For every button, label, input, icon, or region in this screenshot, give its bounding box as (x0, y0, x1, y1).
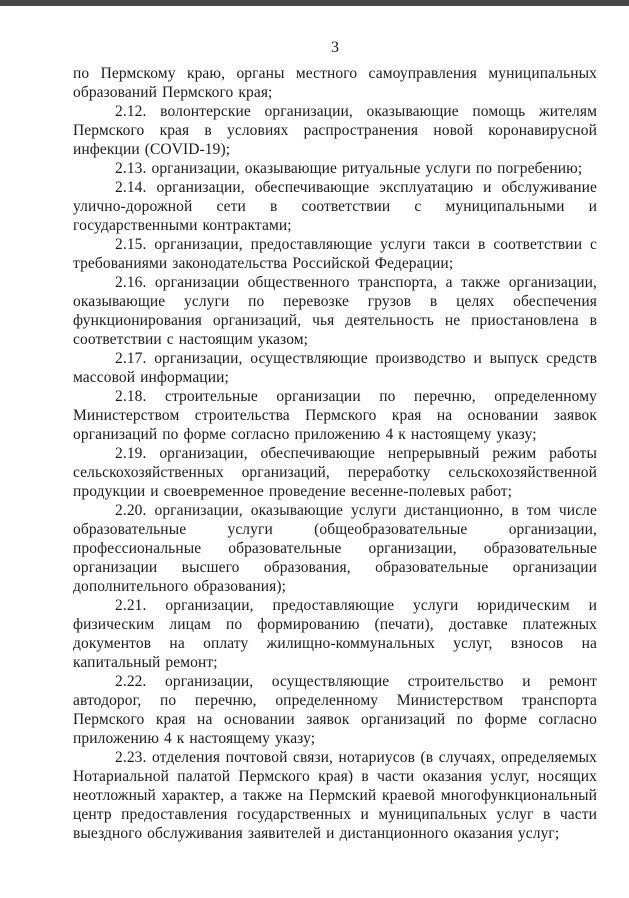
paragraph-2-23: 2.23. отделения почтовой связи, нотариусов (в случаях, определяемых Нотариальной палатой Пермского края) в части оказания услуг, носящих неотложный характер, а также на Пермский краевой многофункциональный центр предоставления государственных и муниципальных услуг в части выездного обслуживания заявителей и дистанционного оказания услуг; (73, 749, 597, 842)
paragraph-2-12: 2.12. волонтерские организации, оказывающие помощь жителям Пермского края в условиях распространения новой коронавирусной инфекции (COVID-19); (73, 103, 597, 158)
paragraph-2-16: 2.16. организации общественного транспорта, а также организации, оказывающие услуги по перевозке грузов в целях обеспечения функционирования организаций, чья деятельность не приостановлена в соответствии с настоящим указом; (73, 274, 597, 348)
paragraph-2-13: 2.13. организации, оказывающие ритуальные услуги по погребению; (115, 160, 583, 177)
paragraph-2-21: 2.21. организации, предоставляющие услуги юридическим и физическим лицам по формированию (печати), доставке платежных документов на оплату жилищно-коммунальных услуг, взносов на капитальный ремонт; (73, 597, 597, 671)
document-page (0, 6, 629, 898)
page-number: 3 (331, 39, 339, 56)
paragraph-2-19: 2.19. организации, обеспечивающие непрерывный режим работы сельскохозяйственных организаций, переработку сельскохозяйственной продукции и своевременное проведение весенне-полевых работ; (73, 445, 597, 500)
paragraph-2-17: 2.17. организации, осуществляющие производство и выпуск средств массовой информации; (73, 350, 597, 386)
paragraph-2-14: 2.14. организации, обеспечивающие эксплуатацию и обслуживание улично-дорожной сети в соответствии с муниципальными и государственными контрактами; (73, 179, 597, 234)
paragraph-2-18: 2.18. строительные организации по перечню, определенному Министерством строительства Пермского края на основании заявок организаций по форме согласно приложению 4 к настоящему указу; (73, 388, 597, 443)
paragraph-2-15: 2.15. организации, предоставляющие услуги такси в соответствии с требованиями законодательства Российской Федерации; (73, 236, 597, 272)
paragraph-continuation: по Пермскому краю, органы местного самоуправления муниципальных образований Пермского края; (73, 65, 597, 101)
paragraph-2-20: 2.20. организации, оказывающие услуги дистанционно, в том числе образовательные услуги (общеобразовательные организации, профессиональные образовательные организации, образовательные организации высшего образования, образовательные организации дополнительного образования); (73, 502, 597, 595)
paragraph-2-22: 2.22. организации, осуществляющие строительство и ремонт автодорог, по перечню, определенному Министерством транспорта Пермского края на основании заявок организаций по форме согласно приложению 4 к настоящему указу; (73, 673, 597, 747)
document-body (73, 64, 597, 843)
